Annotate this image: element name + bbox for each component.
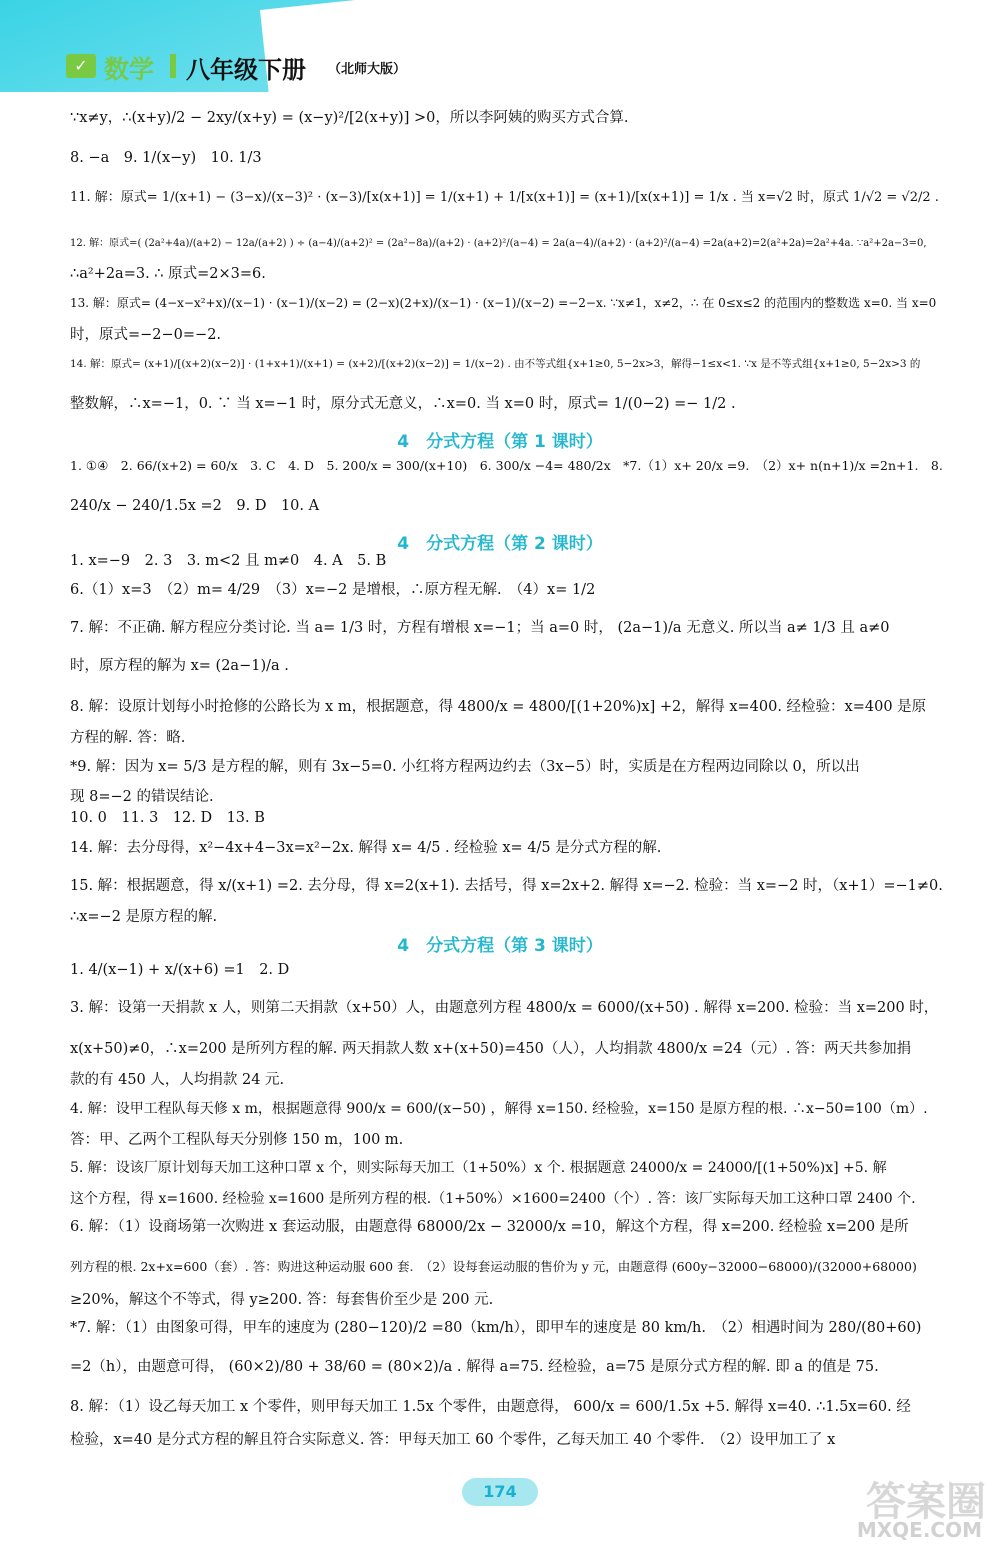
watermark-logo: 答案圈 [866,1479,986,1525]
answer-line: 14. 解：原式= (x+1)/[(x+2)(x−2)] · (1+x+1)/(x+1) = (x+2)/[(x+2)(x−2)] = 1/(x−2) . 由不等式组{x+1≥0, 5−2x>3，解得−1≤x<1. ∵x 是不等式组{x+1≥0, 5−2x>3 的 [70,358,921,370]
answer-line: 8. −a 9. 1/(x−y) 10. 1/3 [70,150,262,166]
answer-line: ∴x=−2 是原方程的解. [70,909,218,925]
answer-line: 3. 解：设第一天捐款 x 人，则第二天捐款（x+50）人，由题意列方程 4800/x = 6000/(x+50) . 解得 x=200. 检验：当 x=200 时， [70,1000,939,1016]
page-number: 174 [462,1478,538,1506]
edition-label: （北师大版） [328,62,407,77]
answer-line: *9. 解：因为 x= 5/3 是方程的解，则有 3x−5=0. 小红将方程两边约去（3x−5）时，实质是在方程两边同除以 0，所以出 [70,759,860,775]
answer-line: 5. 解：设该厂原计划每天加工这种口罩 x 个，则实际每天加工（1+50%）x 个. 根据题意 24000/x = 24000/[(1+50%)x] +5. 解 [70,1160,887,1176]
answer-line: 15. 解：根据题意，得 x/(x+1) =2. 去分母，得 x=2(x+1). 去括号，得 x=2x+2. 解得 x=−2. 检验：当 x=−2 时，（x+1）=−1≠0. [70,878,943,894]
page-header [0,0,1000,110]
section-heading: 4 分式方程（第 3 课时） [397,936,603,956]
section-heading: 4 分式方程（第 2 课时） [397,534,603,554]
answer-line: 1. 4/(x−1) + x/(x+6) =1 2. D [70,962,290,978]
answer-line: 整数解，∴x=−1，0. ∵ 当 x=−1 时，原分式无意义，∴x=0. 当 x=0 时，原式= 1/(0−2) =− 1/2 . [70,396,736,412]
answer-line: 12. 解：原式=( (2a²+4a)/(a+2) − 12a/(a+2) ) ÷ (a−4)/(a+2)² = (2a²−8a)/(a+2) · (a+2)²/(a−4) = 2a(a−4)/(a+2) · (a+2)²/(a−4) =2a(a+2)=2(a²+2a)=2a²+4a. ∵a²+2a−3=0, [70,238,927,249]
answer-line: 这个方程，得 x=1600. 经检验 x=1600 是所列方程的根.（1+50%）×1600=2400（个）. 答：该厂实际每天加工这种口罩 2400 个. [70,1191,916,1207]
title-divider [170,54,176,78]
answer-line: =2（h），由题意可得， (60×2)/80 + 38/60 = (80×2)/a . 解得 a=75. 经检验，a=75 是原分式方程的解. 即 a 的值是 75. [70,1359,879,1375]
answer-line: 8. 解：设原计划每小时抢修的公路长为 x m，根据题意，得 4800/x = 4800/[(1+20%)x] +2，解得 x=400. 经检验：x=400 是原 [70,699,927,715]
answer-line: 款的有 450 人，人均捐款 24 元. [70,1072,285,1088]
answer-line: 10. 0 11. 3 12. D 13. B [70,810,265,826]
answer-line: 240/x − 240/1.5x =2 9. D 10. A [70,498,320,514]
answer-line: 列方程的根. 2x+x=600（套）. 答：购进这种运动服 600 套. （2）设每套运动服的售价为 y 元，由题意得 (600y−32000−68000)/(32000+68000) [70,1259,917,1274]
section-heading: 4 分式方程（第 1 课时） [397,432,603,452]
answer-line: 时，原方程的解为 x= (2a−1)/a . [70,658,289,674]
answer-line: ≥20%，解这个不等式，得 y≥200. 答：每套售价至少是 200 元. [70,1292,494,1308]
answer-line: 4. 解：设甲工程队每天修 x m，根据题意得 900/x = 600/(x−50) ，解得 x=150. 经检验，x=150 是原方程的根. ∴x−50=100（m）. [70,1101,928,1117]
answer-line: 1. x=−9 2. 3 3. m<2 且 m≠0 4. A 5. B [70,553,387,569]
check-book-icon: ✓ [66,54,96,78]
answer-line: 答：甲、乙两个工程队每天分别修 150 m，100 m. [70,1132,404,1148]
answer-line: 6.（1）x=3 （2）m= 4/29 （3）x=−2 是增根，∴原方程无解. （4）x= 1/2 [70,582,596,598]
answer-line: 8. 解：（1）设乙每天加工 x 个零件，则甲每天加工 1.5x 个零件，由题意得， 600/x = 600/1.5x +5. 解得 x=40. ∴1.5x=60. 经 [70,1399,911,1415]
answer-line: 1. ①④ 2. 66/(x+2) = 60/x 3. C 4. D 5. 200/x = 300/(x+10) 6. 300/x −4= 480/2x *7.（1）x+ 20/x =9. （2）x+ n(n+1)/x =2n+1. 8. [70,458,943,473]
answer-line: 11. 解：原式= 1/(x+1) − (3−x)/(x−3)² · (x−3)/[x(x+1)] = 1/(x+1) + 1/[x(x+1)] = (x+1)/[x(x+1)] = 1/x . 当 x=√2 时，原式 1/√2 = √2/2 . [70,190,939,205]
answer-line: 6. 解：（1）设商场第一次购进 x 套运动服，由题意得 68000/2x − 32000/x =10，解这个方程，得 x=200. 经检验 x=200 是所 [70,1219,909,1235]
answer-line: 时，原式=−2−0=−2. [70,327,222,343]
answer-line: 方程的解. 答：略. [70,730,186,746]
answer-line: 检验，x=40 是分式方程的解且符合实际意义. 答：甲每天加工 60 个零件，乙每天加工 40 个零件. （2）设甲加工了 x [70,1432,836,1448]
answer-line: ∴a²+2a=3. ∴ 原式=2×3=6. [70,266,266,282]
answer-line: 7. 解：不正确. 解方程应分类讨论. 当 a= 1/3 时，方程有增根 x=−1；当 a=0 时， (2a−1)/a 无意义. 所以当 a≠ 1/3 且 a≠0 [70,620,890,636]
grade-title: 八年级下册 [186,56,306,84]
answer-line: x(x+50)≠0，∴x=200 是所列方程的解. 两天捐款人数 x+(x+50)=450（人），人均捐款 4800/x =24（元）. 答：两天共参加捐 [70,1041,912,1057]
answer-line: 现 8=−2 的错误结论. [70,789,214,805]
answer-line: *7. 解：（1）由图象可得，甲车的速度为 (280−120)/2 =80（km/h），即甲车的速度是 80 km/h. （2）相遇时间为 280/(80+60) [70,1320,922,1336]
watermark-url: MXQE.COM [856,1518,982,1542]
answer-line: 13. 解：原式= (4−x−x²+x)/(x−1) · (x−1)/(x−2) = (2−x)(2+x)/(x−1) · (x−1)/(x−2) =−2−x. ∵x≠1，x≠2，∴ 在 0≤x≤2 的范围内的整数选 x=0. 当 x=0 [70,296,937,310]
answer-line: 14. 解：去分母得，x²−4x+4−3x=x²−2x. 解得 x= 4/5 . 经检验 x= 4/5 是分式方程的解. [70,840,662,856]
answer-line: ∵x≠y，∴(x+y)/2 − 2xy/(x+y) = (x−y)²/[2(x+y)] >0，所以李阿姨的购买方式合算. [70,110,629,126]
subject-title: 数学 [104,55,155,84]
